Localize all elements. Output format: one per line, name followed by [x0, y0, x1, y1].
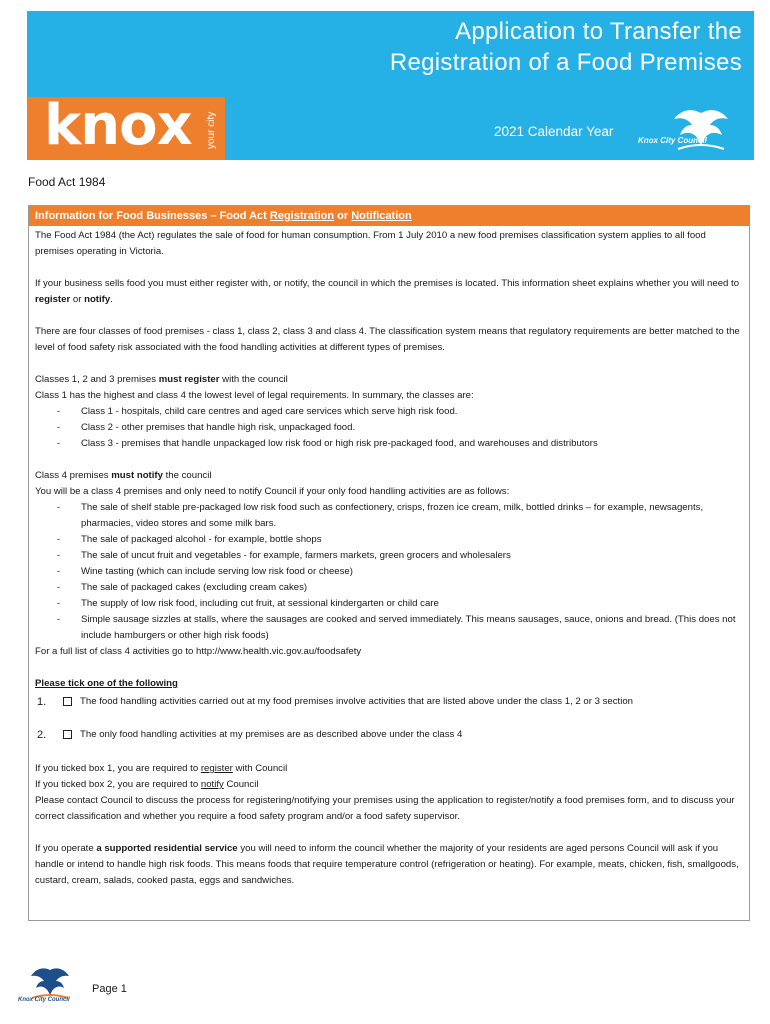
list-item: - The sale of uncut fruit and vegetables - for example, farmers markets, green grocers and wholesalers [57, 550, 511, 561]
box1-instruction [35, 761, 745, 777]
registration-link[interactable]: Registration [269, 210, 335, 222]
list-item: - Class 2 - other premises that handle high risk, unpackaged food. [57, 422, 356, 433]
box2-instruction [35, 777, 745, 793]
header-prefix: Information for Food Businesses – Food Act [35, 210, 270, 222]
text: Class 4 premises [35, 470, 112, 481]
tick-option-1 [35, 694, 745, 710]
class4-heading [35, 468, 745, 484]
tick-heading [35, 676, 745, 692]
bold-residential: a supported residential service [96, 843, 238, 854]
tick-option-2 [35, 727, 745, 743]
bold-notify: notify [84, 294, 111, 305]
class4-summary: You will be a class 4 premises and only need to notify Council if your only food handling activities are as follows: [35, 486, 510, 497]
bold-register: register [35, 294, 71, 305]
list-item-text: The sale of uncut fruit and vegetables - for example, farmers markets, green grocers and wholesalers [81, 550, 511, 561]
calendar-year: 2021 Calendar Year [494, 124, 614, 139]
list-item: - Class 1 - hospitals, child care centres and aged care services which serve high risk food. [57, 406, 458, 417]
full-list-link-text[interactable]: For a full list of class 4 activities go to http://www.health.vic.gov.au/foodsafety [35, 646, 362, 657]
list-item: - The sale of packaged cakes (excluding cream cakes) [57, 582, 308, 593]
option-number: 2. [37, 729, 47, 741]
bold-must-notify: must notify [111, 470, 163, 481]
underline-register: register [200, 763, 233, 774]
text: If your business sells food you must either register with, or notify, the council in which the premises is located. This information sheet explains whether you will need to [35, 278, 740, 289]
list-item-text: Class 2 - other premises that handle high risk, unpackaged food. [81, 422, 356, 433]
residential-service-paragraph [35, 841, 745, 889]
brand-block [27, 93, 225, 160]
notification-link[interactable]: Notification [351, 210, 412, 222]
text: or [70, 294, 85, 305]
list-item-text: The sale of packaged alcohol - for example, bottle shops [81, 534, 322, 545]
checkbox-option-1[interactable] [63, 697, 72, 706]
list-item: - The sale of shelf stable pre-packaged low risk food such as confectionery, crisps, frozen ice cream, milk, bottled drinks – for example, newsagents, pharmacies, video stores and some milk bars. [57, 502, 704, 529]
class123-summary: Class 1 has the highest and class 4 the lowest level of legal requirements. In summary, the classes are: [35, 390, 474, 401]
option-text: The food handling activities carried out at my food premises involve activities that are listed above under the class 1, 2 or 3 section [80, 696, 633, 707]
list-item-text: The supply of low risk food, including cut fruit, at sessional kindergarten or child care [81, 598, 439, 609]
act-name: Food Act 1984 [28, 175, 106, 189]
text: with Council [232, 763, 288, 774]
section-header [29, 206, 749, 226]
checkbox-option-2[interactable] [63, 730, 72, 739]
list-item: - The supply of low risk food, including cut fruit, at sessional kindergarten or child care [57, 598, 439, 609]
text: with the council [219, 374, 288, 385]
footer-eagle-logo-icon [22, 966, 78, 1010]
text: If you ticked box 1, you are required to [35, 763, 201, 774]
underline-notify: notify [200, 779, 224, 790]
text: you will need to inform the council whether the majority of your residents are aged persons Council will ask if you handle or intend to handle high risk foods. This means foods that require temperature control (refrigeration or heating). For example, meats, chicken, fish, smallgoods, custard, cream, salads, cooked pasta, eggs and sandwiches. [35, 843, 739, 886]
list-item-text: The sale of packaged cakes (excluding cream cakes) [81, 582, 308, 593]
page-number: Page 1 [92, 983, 127, 995]
council-logo-text: Knox City Council [638, 136, 707, 145]
title-line-1: Application to Transfer the [455, 18, 742, 45]
list-item-text: Class 3 - premises that handle unpackaged low risk food or high risk pre-packaged food, and warehouses and distributors [81, 438, 598, 449]
document-title [390, 16, 742, 78]
list-item: - The sale of packaged alcohol - for example, bottle shops [57, 534, 322, 545]
brand-wordmark: knox [44, 93, 192, 158]
footer-logo-text: Knox City Council [18, 997, 70, 1003]
text: Council [223, 779, 259, 790]
option-text: The only food handling activities at my premises are as described above under the class 4 [80, 729, 463, 740]
class123-heading [35, 372, 745, 388]
paragraph-classes: There are four classes of food premises - class 1, class 2, class 3 and class 4. The classification system means that regulatory requirements are better matched to the level of food safety risk associated with the food handling activities at different types of premises. [35, 326, 740, 353]
header-mid: or [334, 210, 352, 222]
contact-council-paragraph: Please contact Council to discuss the process for registering/notifying your premises using the application to register/notify a food premises form, and to discuss your correct classification and whether you require a food safety program and/or a food safety supervisor. [35, 795, 735, 822]
paragraph-register-notify [35, 276, 745, 308]
text: If you ticked box 2, you are required to [35, 779, 201, 790]
list-item-text: Simple sausage sizzles at stalls, where the sausages are cooked and served immediately. This means sausages, sauce, onions and bread. (This does not include hamburgers or other high risk foods) [81, 614, 736, 641]
eagle-logo-icon [660, 105, 742, 159]
paragraph-act-intro: The Food Act 1984 (the Act) regulates the sale of food for human consumption. From 1 July 2010 a new food premises classification system applies to all food premises operating in Victoria. [35, 230, 706, 257]
list-item: - Wine tasting (which can include serving low risk food or cheese) [57, 566, 353, 577]
list-item-text: Class 1 - hospitals, child care centres and aged care services which serve high risk food. [81, 406, 458, 417]
list-item-text: Wine tasting (which can include serving low risk food or cheese) [81, 566, 353, 577]
text: If you operate [35, 843, 97, 854]
brand-tagline: your city [206, 111, 217, 149]
text: the council [162, 470, 212, 481]
bold-must-register: must register [158, 374, 220, 385]
text: . [110, 294, 113, 305]
info-content [35, 228, 745, 889]
list-item: - Simple sausage sizzles at stalls, where the sausages are cooked and served immediately. This means sausages, sauce, onions and bread. (This does not include hamburgers or other high risk foods) [57, 614, 736, 641]
title-line-2: Registration of a Food Premises [389, 49, 742, 76]
tick-heading-text: Please tick one of the following [35, 678, 178, 689]
list-item: - Class 3 - premises that handle unpackaged low risk food or high risk pre-packaged food, and warehouses and distributors [57, 438, 598, 449]
info-box [28, 205, 750, 921]
option-number: 1. [37, 696, 47, 708]
list-item-text: The sale of shelf stable pre-packaged low risk food such as confectionery, crisps, frozen ice cream, milk, bottled drinks – for example, newsagents, pharmacies, video stores and some milk bars. [81, 502, 704, 529]
text: Classes 1, 2 and 3 premises [35, 374, 159, 385]
